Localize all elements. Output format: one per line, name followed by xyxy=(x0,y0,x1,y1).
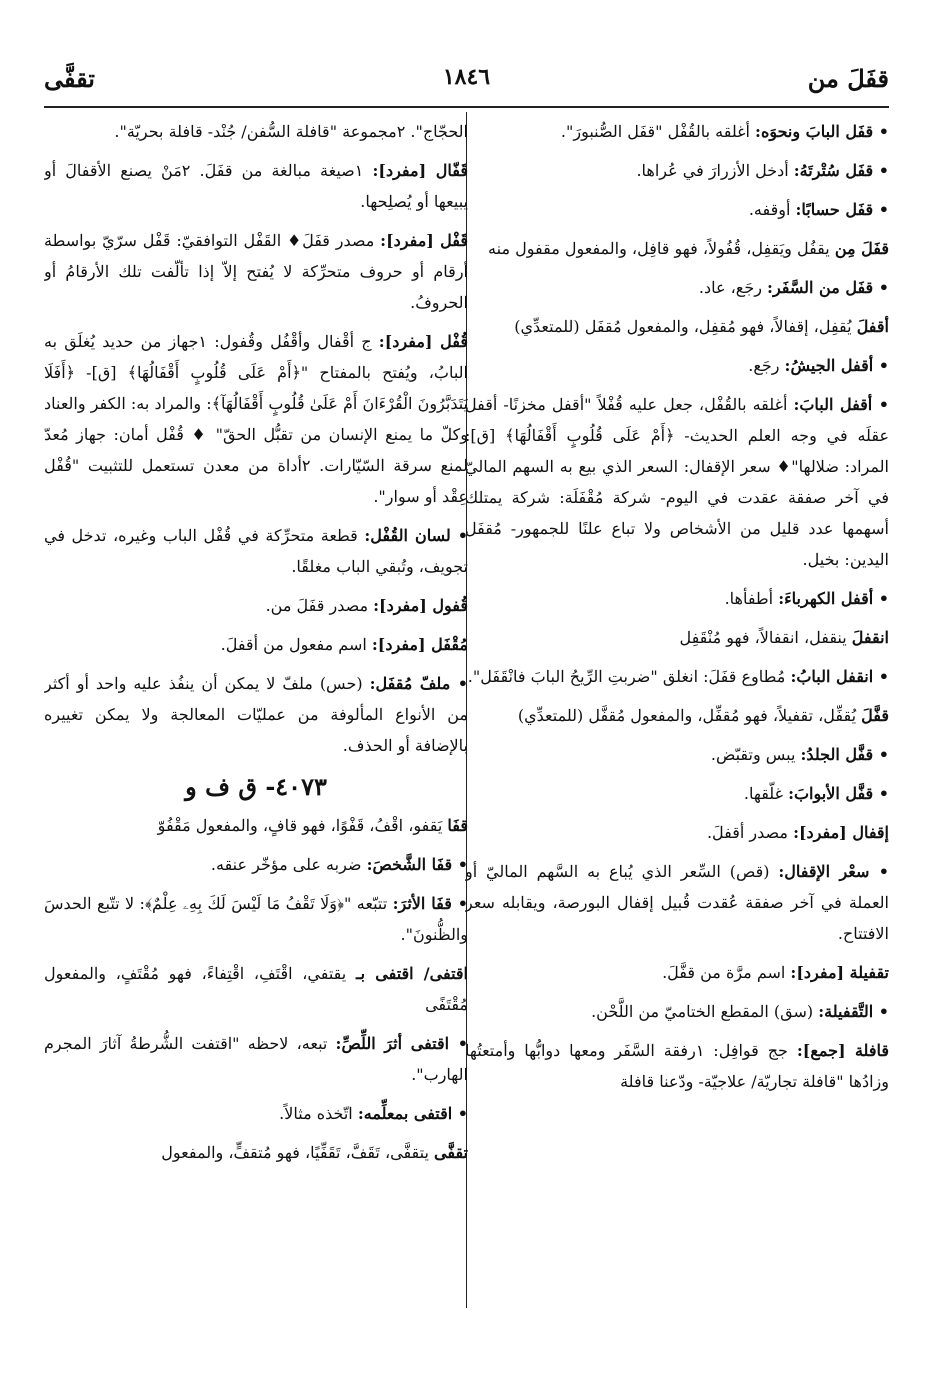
dictionary-entry xyxy=(465,389,889,575)
dictionary-entry xyxy=(465,350,889,381)
dictionary-entry xyxy=(44,326,468,512)
dictionary-entry xyxy=(44,1098,468,1129)
entry-definition: مصدر قفَلَ من. xyxy=(265,596,374,615)
header-guide-word-left: تقفَّى xyxy=(44,64,95,93)
dictionary-entry xyxy=(465,233,889,264)
entry-definition: مُطاوع قفَلَ: انغلق "ضربتِ الرِّيحُ البابَ فانْقَفَل". xyxy=(467,667,791,686)
entry-definition: مصدر قفَلَ♦ القَفْل التوافقيّ: قَفْل سرّيّ بواسطة أرقام أو حروف متحرِّكة لا يُفتح إلاّ إذا تألّفت تلك الأرقامُ أو الحروفُ. xyxy=(44,231,468,312)
dictionary-entry xyxy=(465,817,889,848)
dictionary-entry xyxy=(465,116,889,147)
entry-definition: جج قوافِل: ١رفقة السَّفَر ومعها دوابُّها وأمتعتُها وزادُها "قافلة تجاريّة/ علاجيّة- ودّعنا قافلة xyxy=(465,1041,889,1091)
entry-definition: ١صيغة مبالغة من قفَلَ. ٢مَنْ يصنع الأقفالَ أو يبيعها أو يُصلِحها. xyxy=(44,161,468,211)
page-header xyxy=(44,60,889,104)
entry-headword: • التَّقفيلة: xyxy=(818,1002,889,1021)
entry-definition: يقفُل ويَقفِل، قُفُولاً، فهو قافِل، والمفعول مقفول منه xyxy=(488,239,835,258)
entry-headword: تقفيلة [مفرد]: xyxy=(790,963,889,982)
entry-definition: (قص) السِّعر الذي يُباع به السَّهم الماليّ أو العملة في آخر صفقة عُقدت قُبيل إقفال البورصة، ويقابله سعر الافتتاح. xyxy=(465,862,889,943)
entry-headword: قفَلَ مِن xyxy=(834,239,889,258)
entry-definition: يَقفو، اقْفُ، قَفْوًا، فهو قافٍ، والمفعول مَقْفُوّ xyxy=(157,816,448,835)
dictionary-entry xyxy=(465,311,889,342)
entry-definition: اسم مرَّة من قفَّلَ. xyxy=(662,963,791,982)
entry-headword: • قفَّل الأبوابَ: xyxy=(788,784,889,803)
entry-headword: أقفلَ xyxy=(856,317,889,336)
entry-definition: (سق) المقطع الختاميّ من اللَّحْن. xyxy=(591,1002,819,1021)
entry-headword: • أقفل الكهرباءَ: xyxy=(778,589,889,608)
dictionary-entry xyxy=(465,155,889,186)
dictionary-entry xyxy=(465,778,889,809)
entry-headword: تقفَّى xyxy=(434,1143,468,1162)
entry-headword: • ملفّ مُقفَل: xyxy=(369,674,468,693)
entry-definition: أغلقه بالقُفْل "قفَل الصُّنبورَ". xyxy=(560,122,756,141)
entry-definition: ينقفل، انقفالاً، فهو مُنْقَفِل xyxy=(679,628,852,647)
dictionary-entry xyxy=(465,996,889,1027)
entry-headword: اقتفى/ اقتفى بـ xyxy=(355,964,468,983)
dictionary-entry xyxy=(44,520,468,582)
dictionary-entry xyxy=(465,1035,889,1097)
dictionary-entry xyxy=(44,155,468,217)
dictionary-entry xyxy=(44,668,468,761)
dictionary-entry xyxy=(465,272,889,303)
entry-definition: يتقفَّى، تَقَفَّ، تَقَفِّيًا، فهو مُتقفٍّ، والمفعول xyxy=(161,1143,435,1162)
dictionary-entry xyxy=(44,116,468,147)
entry-headword: • قفَّل الجلدُ: xyxy=(800,745,889,764)
entry-definition: تتبّعه "﴿وَلَا تَقْفُ مَا لَيْسَ لَكَ بِهِۦ عِلْمٌ﴾: لا تتّبع الحدسَ والظُّنونَ". xyxy=(44,894,468,944)
right-column xyxy=(465,116,889,1308)
entry-headword: قفَا xyxy=(447,816,468,835)
entry-definition: رجَع، عاد. xyxy=(698,278,768,297)
entry-definition: أطفأها. xyxy=(724,589,779,608)
dictionary-entry xyxy=(44,810,468,841)
entry-headword: • لسان القُفْل: xyxy=(364,526,468,545)
root-heading: ٤٠٧٣- ق ف و xyxy=(185,772,327,801)
entry-headword: • اقتفى بمعلِّمه: xyxy=(357,1104,468,1123)
entry-definition: تبعه، لاحظه "اقتفت الشُّرطةُ آثارَ المجرم الهارب". xyxy=(44,1034,468,1084)
entry-definition: يُقفِل، إقفالاً، فهو مُقفِل، والمفعول مُقفَل (للمتعدِّي) xyxy=(514,317,857,336)
entry-headword: • قفَل سُتْرتَهُ: xyxy=(793,161,889,180)
entry-headword: انقفلَ xyxy=(851,628,889,647)
dictionary-entry xyxy=(44,888,468,950)
header-rule xyxy=(44,106,889,108)
entry-headword: • انقفل البابُ: xyxy=(790,667,889,686)
dictionary-entry xyxy=(465,739,889,770)
entry-definition: اسم مفعول من أقفلَ. xyxy=(220,635,372,654)
dictionary-entry xyxy=(465,622,889,653)
dictionary-entry xyxy=(44,590,468,621)
entry-definition: ضربه على مؤخّر عنقه. xyxy=(210,855,367,874)
entry-headword: قَفّال [مفرد]: xyxy=(372,161,468,180)
entry-headword: قَفْل [مفرد]: xyxy=(380,231,468,250)
entry-headword: إقفال [مفرد]: xyxy=(793,823,889,842)
entry-headword: • قفَل حسابًا: xyxy=(795,200,889,219)
entry-definition: (حس) ملفّ لا يمكن أن ينفُذ عليه واحد أو أكثر من الأنواع المألوفة من عمليّات المعالجة ولا يمكن تغييره بالإضافة أو الحذف. xyxy=(44,674,468,755)
entry-headword: • اقتفى أثرَ اللِّصِّ: xyxy=(335,1034,468,1053)
entry-definition: غلّقها. xyxy=(743,784,789,803)
dictionary-entry xyxy=(44,849,468,880)
entry-definition: أغلقه بالقُفْل، جعل عليه قُفْلاً "أقفل مخزنًا- أقفل عقلَه في وجه العلم الحديث- ﴿أَمْ عَلَى قُلُوبٍ أَقْفَالُهَا﴾ [ق]: المراد: ضلالها"♦ سعر الإقفال: السعر الذي بيع به السهم الماليّ في آخر صفقة عقدت في اليوم- شركة مُقْفَلَة: شركة يمتلك أسهمها عدد قليل من الأشخاص ولا تباع علنًا للجمهور- مُقفَل اليدين: بخيل. xyxy=(465,395,889,569)
entry-headword: قفَّلَ xyxy=(861,706,889,725)
dictionary-entry xyxy=(465,194,889,225)
entry-definition: اتّخذه مثالاً. xyxy=(279,1104,358,1123)
entry-headword: قافلة [جمع]: xyxy=(796,1041,889,1060)
dictionary-entry xyxy=(465,957,889,988)
dictionary-entry xyxy=(44,1028,468,1090)
dictionary-entry xyxy=(44,958,468,1020)
entry-headword: • قفَا الشَّخصَ: xyxy=(366,855,468,874)
entry-headword: • أقفل البابَ: xyxy=(793,395,889,414)
entry-definition: ج أقْفال وأقْفُل وقُفول: ١جهاز من حديد يُغلَق به البابُ، ويُفتح بالمفتاح "﴿أَمْ عَلَى قُلُوبٍ أَقْفَالُهَا﴾ [ق]- ﴿أَفَلَا يَتَدَبَّرُونَ الْقُرْءَانَ أَمْ عَلَىٰ قُلُوبٍ أَقْفَالُهَآ﴾: والمراد به: الكفر والعناد وكلّ ما يمنع الإنسان من تقبُّل الحقّ" ♦ قُفْل أمان: جهاز مُعدّ لمنع سرقة السّيّارات. ٢أداة من معدن تستعمل للتثبيت "قُفْل عِقْد أو سوار". xyxy=(44,332,468,506)
entry-headword: • قفَل من السَّفَر: xyxy=(767,278,889,297)
dictionary-entry xyxy=(44,1137,468,1168)
dictionary-entry xyxy=(465,856,889,949)
dictionary-entry xyxy=(44,629,468,660)
entry-definition: قطعة متحرِّكة في قُفْل الباب وغيره، تدخل في تجويف، وتُبقي الباب مغلقًا. xyxy=(44,526,468,576)
dictionary-entry xyxy=(465,583,889,614)
entry-definition: مصدر أقفلَ. xyxy=(706,823,794,842)
entry-headword: • قفَا الأثرَ: xyxy=(392,894,468,913)
entry-headword: مُقْفَل [مفرد]: xyxy=(371,635,468,654)
dictionary-entry xyxy=(465,700,889,731)
entry-definition: يُقفِّل، تقفيلاً، فهو مُقفِّل، والمفعول مُقفَّل (للمتعدِّي) xyxy=(517,706,862,725)
page-number: ١٨٤٦ xyxy=(442,64,491,90)
header-guide-word-right: قفَلَ من xyxy=(807,64,889,93)
entry-headword: قُفْل [مفرد]: xyxy=(378,332,468,351)
entry-definition: أوقفه. xyxy=(748,200,796,219)
entry-definition: الحجّاج". ٢مجموعة "قافلة السُّفن/ جُنْد- قافلة بحريّة". xyxy=(114,122,468,141)
entry-definition: يقتفي، اقْتَفِ، اقْتِفاءً، فهو مُقْتَفٍ، والمفعول مُقْتَفًى xyxy=(44,964,468,1014)
entry-headword: قُفول [مفرد]: xyxy=(373,596,468,615)
entry-headword: • قفَل البابَ ونحوَه: xyxy=(755,122,889,141)
entry-definition: يبس وتقبّض. xyxy=(710,745,801,764)
dictionary-entry xyxy=(44,225,468,318)
entry-headword: • أقفل الجيشُ: xyxy=(784,356,889,375)
entry-definition: رجَع. xyxy=(748,356,785,375)
entry-headword: • سعْر الإقفال: xyxy=(778,862,889,881)
left-column xyxy=(44,116,468,1308)
entry-definition: أدخل الأزرارَ في عُراها. xyxy=(636,161,794,180)
dictionary-entry xyxy=(465,661,889,692)
